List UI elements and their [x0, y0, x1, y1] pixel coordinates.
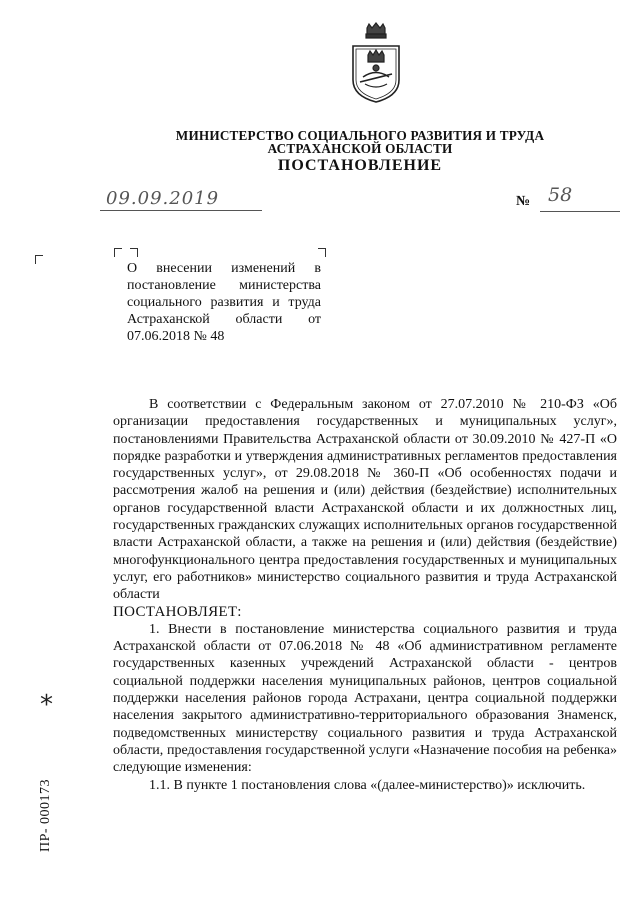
subject-corner-mark-left	[114, 248, 122, 257]
document-body	[113, 396, 617, 794]
subject-corner-mark-left-inner	[130, 248, 138, 257]
date-underline	[100, 210, 262, 211]
coat-of-arms-icon	[347, 22, 405, 106]
document-type-title: ПОСТАНОВЛЕНИЕ	[277, 157, 443, 174]
preamble-paragraph: В соответствии с Федеральным законом от 27.07.2010 № 210-ФЗ «Об организации предоставления государственных и муниципальных услуг», постановлениями Правительства Астраханской области от 30.09.2010 № 427-П «О порядке разработки и утверждения административных регламентов предоставления государственных услуг», от 29.08.2018 № 360-П «Об особенностях подачи и рассмотрения жалоб на решения и (или) действия (бездействие) исполнительных органов государственной власти Астраханской области и их должностных лиц, государственных гражданских служащих исполнительных органов государственной власти Астраханской области, а также на решения и (или) действия (бездействие) многофункционального центра предоставления государственных и муниципальных услуг, его работников» министерство социального развития и труда Астраханской области	[113, 397, 617, 603]
number-label: №	[516, 194, 531, 209]
registration-stamp	[38, 748, 62, 858]
ministry-name-line1: МИНИСТЕРСТВО СОЦИАЛЬНОГО РАЗВИТИЯ И ТРУДА	[175, 128, 545, 143]
document-subject: О внесении изменений в постановление министерства социального развития и труда Астраханской области от 07.06.2018 № 48	[127, 261, 321, 344]
margin-asterisk: *	[40, 690, 53, 720]
registration-number: ПР- 000173	[38, 778, 53, 852]
document-date-field	[100, 188, 260, 214]
number-underline	[540, 211, 620, 212]
item-1-1-paragraph: 1.1. В пункте 1 постановления слова «(далее-министерство)» исключить.	[149, 777, 586, 793]
ministry-name-line2: АСТРАХАНСКОЙ ОБЛАСТИ	[267, 141, 453, 156]
document-number: 58	[548, 184, 573, 206]
subject-corner-mark-right	[318, 248, 326, 257]
document-date: 09.09.2019	[106, 188, 220, 209]
margin-corner-mark	[35, 255, 43, 264]
item-1-paragraph: 1. Внести в постановление министерства социального развития и труда Астраханской области от 07.06.2018 № 48 «Об административном регламенте государственных казенных учреждений Астраханской области - центров социальной поддержки населения муниципальных районов, центров социальной поддержки населения районов города Астрахани, центра социальной поддержки населения закрытого административно-территориального образования Знаменск, подведомственных министерству социального развития и труда Астраханской области, предоставления государственной услуги «Назначение пособия на ребенка» следующие изменения:	[113, 621, 617, 776]
resolves-heading: ПОСТАНОВЛЯЕТ:	[113, 603, 242, 620]
